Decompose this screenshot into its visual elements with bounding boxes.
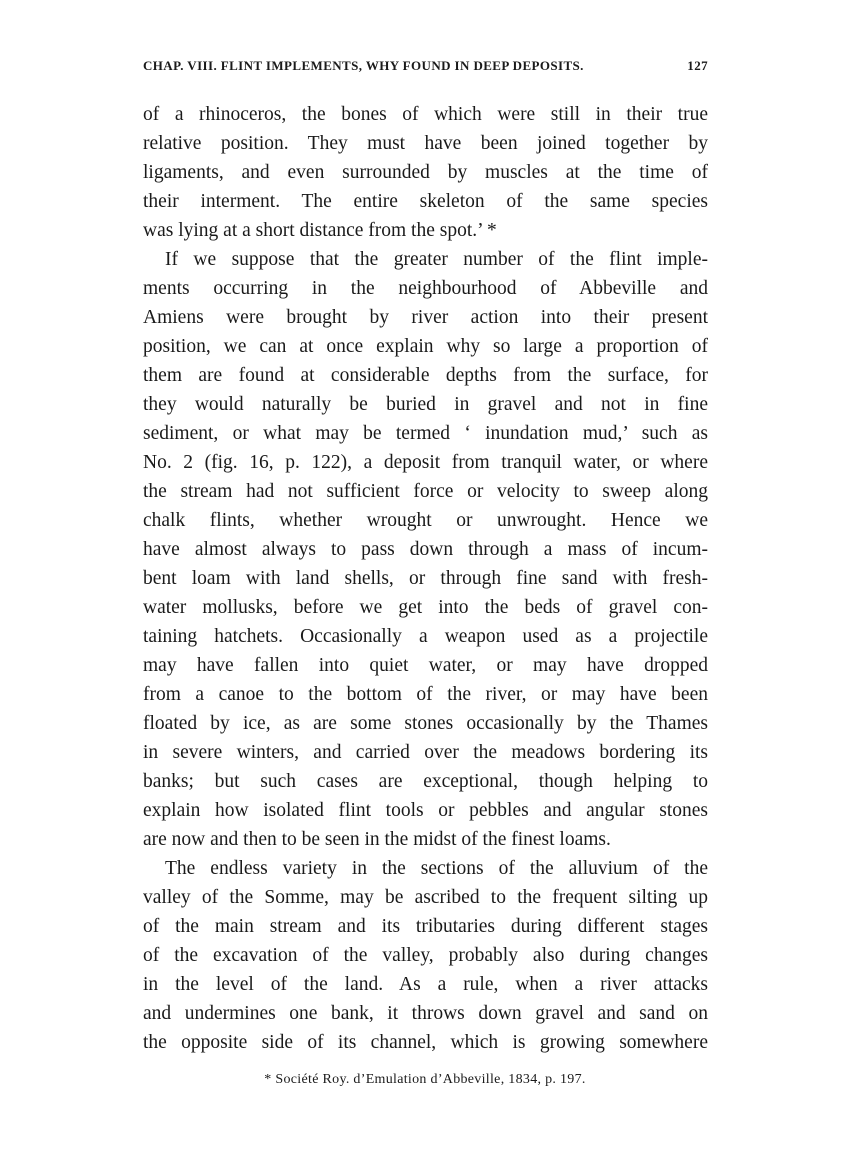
text-line: of the excavation of the valley, probably also during changes [143,945,708,966]
text-line: are now and then to be seen in the midst of the finest loams. [143,829,611,850]
text-line: water mollusks, before we get into the beds of gravel con- [143,597,708,618]
paragraph-1 [143,100,708,245]
text-line: relative position. They must have been joined together by [143,133,708,154]
text-line: have almost always to pass down through a mass of incum- [143,539,708,560]
text-line: The endless variety in the sections of the alluvium of the [165,858,708,879]
text-line: floated by ice, as are some stones occasionally by the Thames [143,713,708,734]
text-line: was lying at a short distance from the spot.’ * [143,220,497,241]
text-line: valley of the Somme, may be ascribed to the frequent silting up [143,887,708,908]
text-line: ligaments, and even surrounded by muscles at the time of [143,162,708,183]
text-line: and undermines one bank, it throws down gravel and sand on [143,1003,708,1024]
text-line: the opposite side of its channel, which is growing somewhere [143,1032,708,1053]
text-line: may have fallen into quiet water, or may have dropped [143,655,708,676]
text-line: of a rhinoceros, the bones of which were still in their true [143,104,708,125]
paragraph-3 [143,854,708,1057]
text-line: Amiens were brought by river action into their present [143,307,708,328]
text-line: in severe winters, and carried over the meadows bordering its [143,742,708,763]
text-line: ments occurring in the neighbourhood of Abbeville and [143,278,708,299]
paragraph-2 [143,245,708,854]
text-line: their interment. The entire skeleton of the same species [143,191,708,212]
text-line: banks; but such cases are exceptional, though helping to [143,771,708,792]
running-title: CHAP. VIII. FLINT IMPLEMENTS, WHY FOUND IN DEEP DEPOSITS. [143,58,584,73]
text-line: position, we can at once explain why so large a proportion of [143,336,708,357]
text-line: in the level of the land. As a rule, when a river attacks [143,974,708,995]
text-line: bent loam with land shells, or through fine sand with fresh- [143,568,708,589]
text-line: of the main stream and its tributaries during different stages [143,916,708,937]
text-line: from a canoe to the bottom of the river, or may have been [143,684,708,705]
footnote: * Société Roy. d’Emulation d’Abbeville, 1834, p. 197. [264,1072,586,1087]
text-line: they would naturally be buried in gravel and not in fine [143,394,708,415]
text-line: sediment, or what may be termed ‘ inundation mud,’ such as [143,423,708,444]
running-header [143,58,708,74]
text-line: No. 2 (fig. 16, p. 122), a deposit from tranquil water, or where [143,452,708,473]
text-line: taining hatchets. Occasionally a weapon used as a projectile [143,626,708,647]
text-line: If we suppose that the greater number of the flint imple- [165,249,708,270]
text-line: chalk flints, whether wrought or unwrought. Hence we [143,510,708,531]
text-line: explain how isolated flint tools or pebbles and angular stones [143,800,708,821]
page-number: 127 [687,58,708,73]
text-line: them are found at considerable depths from the surface, for [143,365,708,386]
body-text [143,100,708,1057]
text-line: the stream had not sufficient force or velocity to sweep along [143,481,708,502]
